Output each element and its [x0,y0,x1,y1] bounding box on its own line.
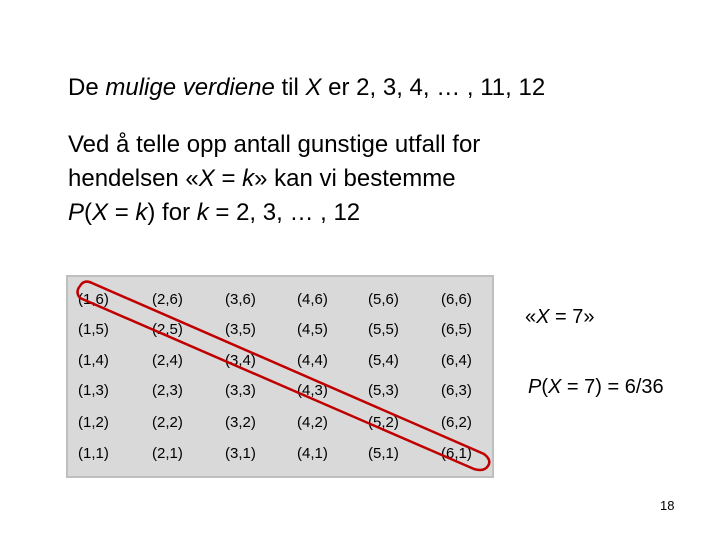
variable-x: X [305,74,322,101]
text: Ved å telle opp antall gunstige utfall for [68,131,481,158]
prob-p: P [68,199,85,226]
outcome-cell: (4,2) [297,414,328,431]
outcome-cell: (4,1) [297,445,328,462]
text: hendelsen « [68,165,199,192]
outcome-cell: (1,4) [78,352,109,369]
outcome-cell: (6,6) [441,291,472,308]
outcome-cell: (3,6) [225,291,256,308]
outcome-cell: (4,4) [297,352,328,369]
outcome-cell: (3,1) [225,445,256,462]
variable-x: X [198,165,215,192]
variable-x: X [92,199,109,226]
outcome-cell: (6,3) [441,382,472,399]
outcome-cell: (1,1) [78,445,109,462]
text: til [274,74,306,101]
outcome-cell: (6,4) [441,352,472,369]
text: ( [541,376,549,398]
text-italic: mulige verdiene [105,74,275,101]
variable-k: k [135,199,148,226]
outcome-cell: (5,2) [368,414,399,431]
outcome-cell: (1,6) [78,291,109,308]
outcome-cell: (4,6) [297,291,328,308]
para-line-1 [68,128,480,162]
prob-p: P [528,376,542,398]
outcome-cell: (2,3) [152,382,183,399]
outcome-cell: (5,1) [368,445,399,462]
outcome-cell: (5,4) [368,352,399,369]
outcome-cell: (1,3) [78,382,109,399]
outcome-cell: (5,3) [368,382,399,399]
variable-k: k [196,199,209,226]
page-number: 18 [660,498,675,513]
variable-x: X [536,306,550,328]
outcome-cell: (6,5) [441,321,472,338]
outcome-cell: (2,4) [152,352,183,369]
text: = [108,199,136,226]
outcome-cell: (2,5) [152,321,183,338]
outcome-cell: (5,5) [368,321,399,338]
para-line-2 [68,162,480,196]
text: er 2, 3, 4, … , 11, 12 [321,74,546,101]
variable-x: X [548,376,562,398]
text: = [214,165,243,192]
outcome-grid [66,275,494,478]
text: ) for [147,199,197,226]
outcome-cell: (4,3) [297,382,328,399]
text: = 7) = 6/36 [561,376,664,398]
event-label [525,306,595,329]
intro-line [68,74,545,102]
text: = 7» [549,306,595,328]
text: De [68,74,106,101]
variable-k: k [242,165,255,192]
outcome-cell: (6,1) [441,445,472,462]
text: ( [84,199,93,226]
outcome-cell: (5,6) [368,291,399,308]
outcome-cell: (1,2) [78,414,109,431]
outcome-cell: (3,4) [225,352,256,369]
outcome-cell: (6,2) [441,414,472,431]
outcome-cell: (3,3) [225,382,256,399]
outcome-cell: (1,5) [78,321,109,338]
para-line-3 [68,196,480,230]
outcome-cell: (3,2) [225,414,256,431]
text: « [525,306,537,328]
outcome-cell: (3,5) [225,321,256,338]
explanation-paragraph [68,128,480,230]
outcome-cell: (4,5) [297,321,328,338]
probability-result [528,376,664,399]
outcome-cell: (2,1) [152,445,183,462]
text: = 2, 3, … , 12 [208,199,361,226]
text: » kan vi bestemme [254,165,456,192]
outcome-cell: (2,6) [152,291,183,308]
outcome-cell: (2,2) [152,414,183,431]
